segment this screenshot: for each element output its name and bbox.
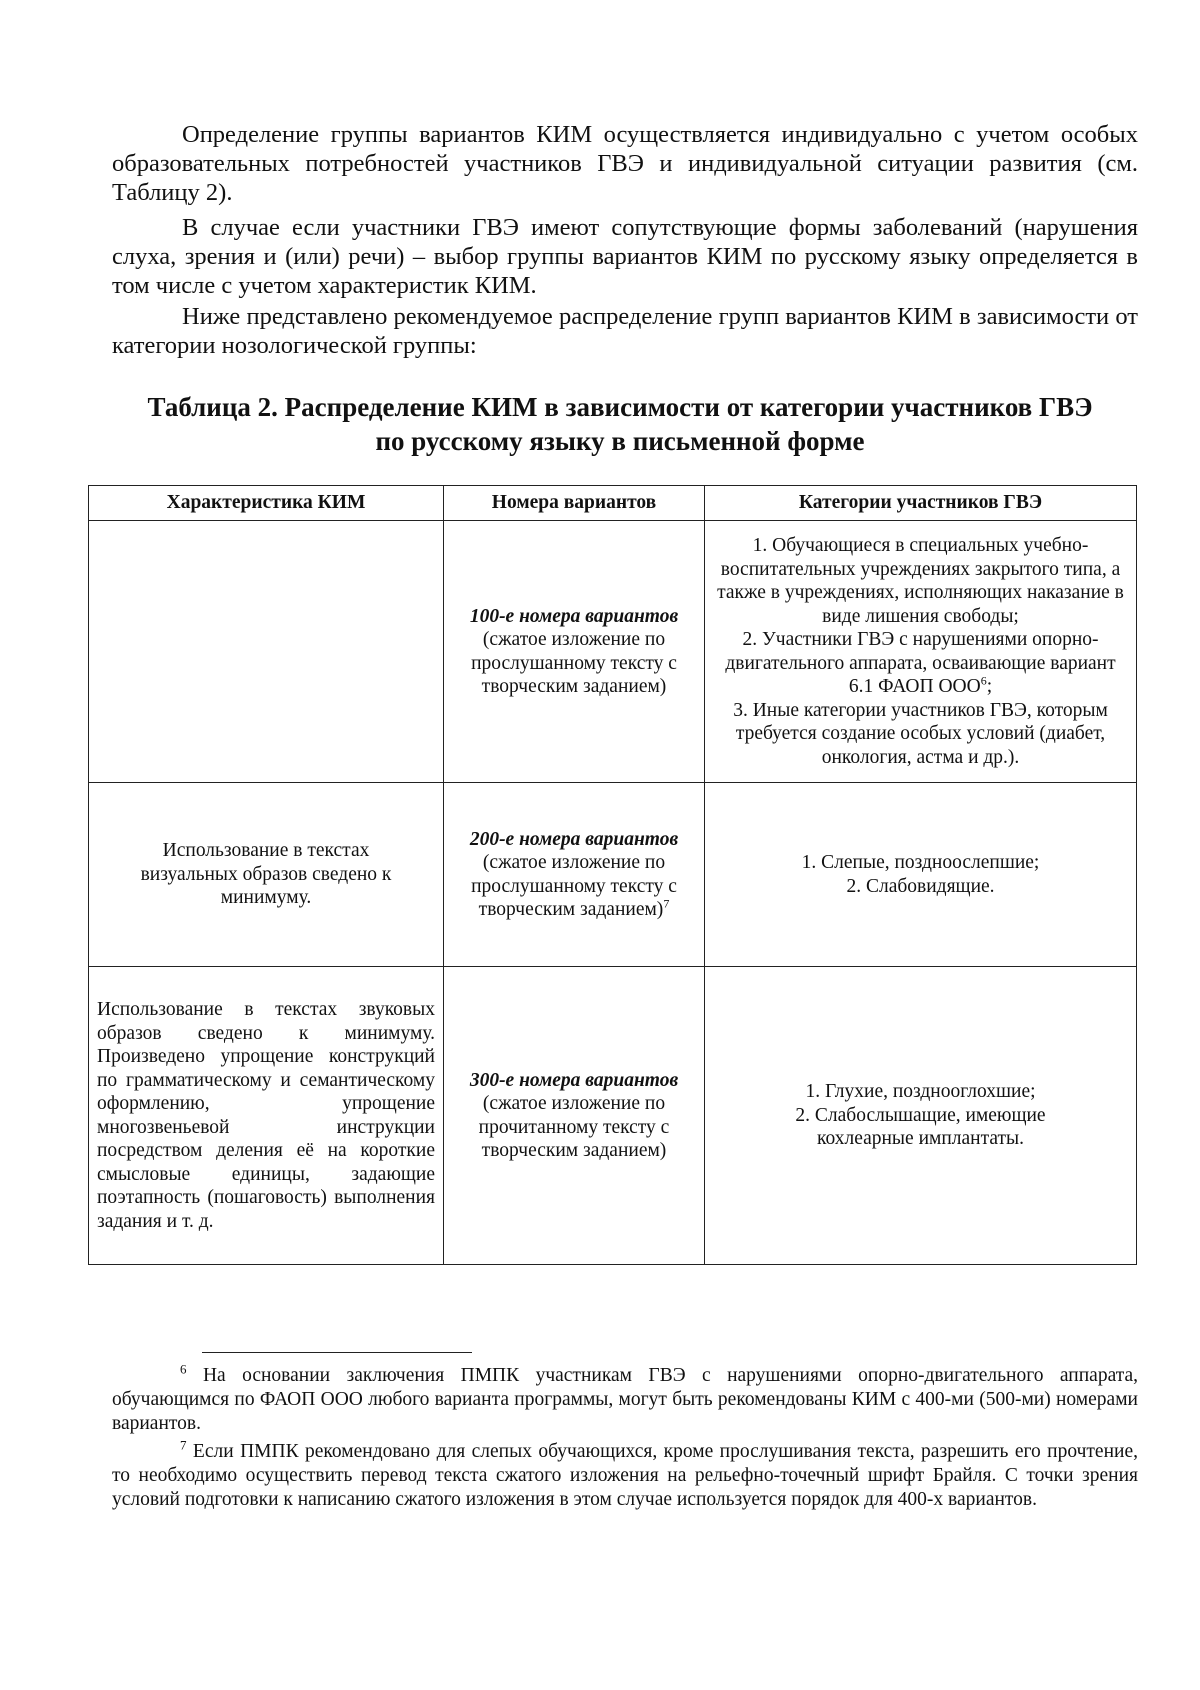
intro-paragraph-1: Определение группы вариантов КИМ осуществляется индивидуально с учетом особых образовательных потребностей участников ГВЭ и индивидуальной ситуации развития (см. Таблицу 2). [112,121,1138,206]
header-variant-numbers: Номера вариантов [444,486,705,521]
table-row [89,967,1137,1265]
variant-number: 300-е номера вариантов [469,1069,679,1091]
variant-description: (сжатое изложение по прочитанному тексту с творческим заданием) [478,1093,670,1161]
characteristic-cell: Использование в текстах звуковых образов сведено к минимуму. Произведено упрощение конструкций по грамматическому и семантическому оформлению, упрощение многозвеньевой инструкции посредством деления её на короткие смысловые единицы, задающие поэтапность (пошаговость) выполнения задания и т. д. [89,967,444,1265]
intro-paragraph-3: Ниже представлено рекомендуемое распределение групп вариантов КИМ в зависимости от категории нозологической группы: [112,303,1138,359]
variant-number: 200-е номера вариантов [469,828,679,850]
category-item: 1. Слепые, поздноослепшие; [801,852,1040,873]
footnote-ref-7: 7 [663,896,670,911]
table-title-line-2: по русскому языку в письменной форме [375,426,865,456]
table-title [100,390,1140,458]
categories-cell [705,521,1137,783]
category-item: 2. Слабослышащие, имеющие кохлеарные имплантаты. [795,1104,1046,1150]
categories-cell [705,783,1137,967]
variant-number: 100-е номера вариантов [469,605,679,627]
variant-description: (сжатое изложение по прослушанному тексту с творческим заданием) [471,629,677,697]
category-item [717,628,1124,699]
table-title-line-1: Таблица 2. Распределение КИМ в зависимости от категории участников ГВЭ [147,392,1093,422]
variant-cell [444,521,705,783]
header-characteristic: Характеристика КИМ [89,486,444,521]
category-item: 3. Иные категории участников ГВЭ, которым требуется создание особых условий (диабет, онкология, астма и др.). [733,699,1108,768]
header-categories: Категории участников ГВЭ [705,486,1137,521]
table-row [89,521,1137,783]
kim-distribution-table [88,485,1137,1265]
category-item: 1. Обучающиеся в специальных учебно-воспитательных учреждениях закрытого типа, а также в учреждениях, исполняющих наказание в виде лишения свободы; [717,535,1124,627]
category-item: 1. Глухие, позднооглохшие; [805,1081,1036,1103]
footnote-text: Если ПМПК рекомендовано для слепых обучающихся, кроме прослушивания текста, разрешить его прочтение, то необходимо осуществить перевод текста сжатого изложения на рельефно-точечный шрифт Брайля. С точки зрения условий подготовки к написанию сжатого изложения в этом случае используется порядок для 400-х вариантов. [112,1441,1138,1510]
footnote-ref-6: 6 [980,673,987,688]
intro-paragraph-2: В случае если участники ГВЭ имеют сопутствующие формы заболеваний (нарушения слуха, зрения и (или) речи) – выбор группы вариантов КИМ по русскому языку определяется в том числе с учетом характеристик КИМ. [112,214,1138,299]
characteristic-cell: Использование в текстах визуальных образов сведено к минимуму. [89,783,444,967]
categories-cell [705,967,1137,1265]
category-item-text: 2. Участники ГВЭ с нарушениями опорно-двигательного аппарата, осваивающие вариант 6.1 ФАОП ООО [725,629,1116,697]
footnote-7 [112,1437,1138,1512]
characteristic-cell [89,521,444,783]
table-row [89,783,1137,967]
category-item-punct: ; [986,676,993,697]
category-item: 2. Слабовидящие. [846,875,995,897]
variant-cell [444,783,705,967]
footnote-mark: 6 [180,1361,187,1377]
footnote-separator [202,1352,472,1353]
footnote-text: На основании заключения ПМПК участникам ГВЭ с нарушениями опорно-двигательного аппарата, обучающимся по ФАОП ООО любого варианта программы, могут быть рекомендованы КИМ с 400-ми (500-ми) номерами вариантов. [112,1365,1139,1434]
footnote-mark: 7 [180,1437,187,1453]
footnote-6 [112,1361,1139,1436]
table-header-row [89,486,1137,521]
variant-cell [444,967,705,1265]
variant-description: (сжатое изложение по прослушанному тексту с творческим заданием) [471,852,677,920]
